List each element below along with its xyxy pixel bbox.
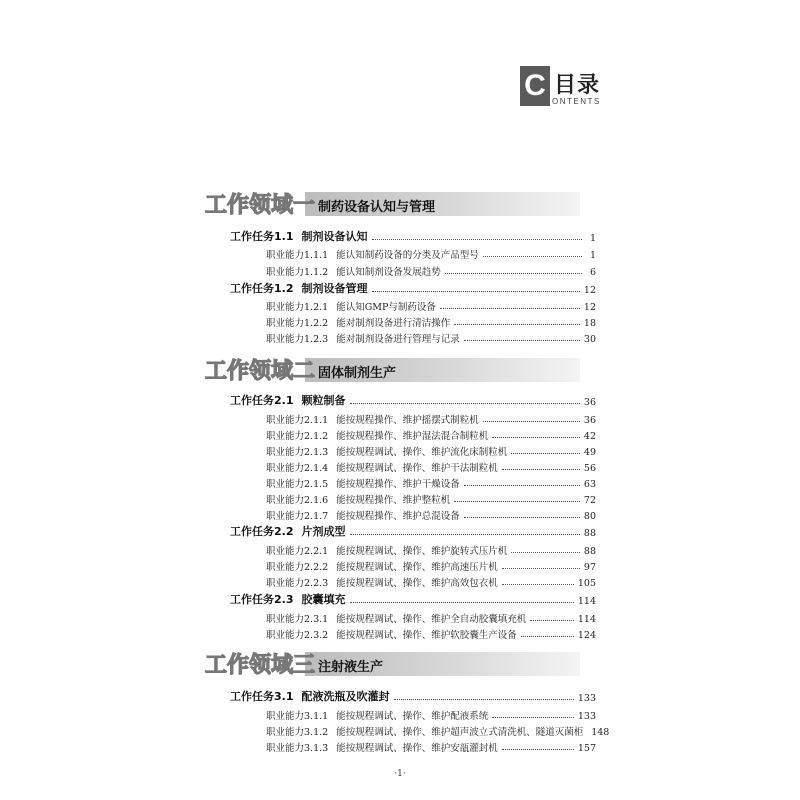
entry-title: 能对制剂设备进行清洁操作	[336, 318, 451, 329]
entry-title: 制剂设备管理	[301, 282, 368, 295]
entry-page: 114	[577, 614, 596, 625]
entry-code: 工作任务2.2	[230, 525, 294, 538]
toc-task-row[interactable]	[230, 392, 596, 408]
leader-dots	[502, 568, 580, 569]
entry-title: 能认知制剂设备发展趋势	[336, 267, 441, 278]
leader-dots	[445, 273, 582, 274]
leader-dots	[511, 453, 580, 454]
domain-name: 工作领域一	[205, 193, 316, 218]
leader-dots	[464, 485, 580, 486]
entry-page: 148	[591, 727, 610, 738]
entry-code: 职业能力3.1.1	[266, 711, 329, 722]
entry-page: 36	[583, 397, 596, 408]
entry-title: 能认知制药设备的分类及产品型号	[336, 250, 479, 261]
leader-dots	[530, 620, 574, 621]
page-number: ·1·	[394, 769, 406, 779]
entry-code: 职业能力2.1.1	[266, 415, 329, 426]
entry-title: 配液洗瓶及吹灌封	[301, 690, 390, 703]
entry-page: 36	[583, 415, 596, 426]
entry-page: 88	[583, 546, 596, 557]
toc-ability-row[interactable]	[266, 458, 596, 474]
entry-title: 能按规程操作、维护湿法混合制粒机	[336, 431, 489, 442]
entry-code: 职业能力2.1.2	[266, 431, 329, 442]
entry-page: 157	[577, 743, 596, 754]
domain-title: 注射液生产	[318, 660, 384, 675]
toc-ability-row[interactable]	[266, 329, 596, 345]
entry-title: 能按规程调试、操作、维护超声波立式清洗机、隧道灭菌柜	[336, 727, 584, 738]
entry-title: 能按规程调试、操作、维护高效包衣机	[336, 578, 498, 589]
entry-code: 职业能力2.2.3	[266, 578, 329, 589]
entry-page: 80	[583, 511, 596, 522]
toc-ability-row[interactable]	[266, 410, 596, 426]
toc-ability-row[interactable]	[266, 557, 596, 573]
entry-code: 职业能力2.1.6	[266, 495, 329, 506]
entry-page: 72	[583, 495, 596, 506]
entry-page: 42	[583, 431, 596, 442]
contents-title: 目录	[554, 73, 601, 98]
entry-code: 职业能力2.2.1	[266, 546, 329, 557]
entry-code: 工作任务1.1	[230, 230, 294, 243]
entry-code: 职业能力3.1.3	[266, 743, 329, 754]
toc-ability-row[interactable]	[266, 573, 596, 589]
entry-page: 6	[589, 267, 596, 278]
contents-subtitle: ONTENTS	[552, 97, 601, 106]
leader-dots	[483, 256, 582, 257]
entry-title: 胶囊填充	[301, 593, 346, 606]
entry-title: 能按规程操作、维护总混设备	[336, 511, 460, 522]
toc-ability-row[interactable]	[266, 442, 596, 458]
leader-dots	[464, 517, 580, 518]
domain-title: 制药设备认知与管理	[318, 200, 436, 215]
entry-page: 1	[589, 233, 596, 244]
entry-code: 职业能力2.1.3	[266, 447, 329, 458]
entry-title: 能按规程调试、操作、维护高速压片机	[336, 562, 498, 573]
leader-dots	[350, 534, 580, 535]
entry-code: 职业能力2.3.1	[266, 614, 329, 625]
domain-name: 工作领域二	[205, 359, 316, 384]
entry-code: 职业能力2.3.2	[266, 630, 329, 641]
leader-dots	[483, 421, 580, 422]
entry-title: 能按规程调试、操作、维护旋转式压片机	[336, 546, 508, 557]
leader-dots	[502, 469, 580, 470]
entry-title: 颗粒制备	[301, 394, 346, 407]
entry-code: 职业能力2.1.4	[266, 463, 329, 474]
toc-task-row[interactable]	[230, 228, 596, 244]
toc-task-row[interactable]	[230, 591, 596, 607]
entry-title: 能认知GMP与制药设备	[336, 302, 436, 313]
toc-ability-row[interactable]	[266, 738, 596, 754]
entry-title: 能按规程调试、操作、维护安瓿灌封机	[336, 743, 498, 754]
entry-title: 能按规程调试、操作、维护干法制粒机	[336, 463, 498, 474]
entry-code: 职业能力1.2.2	[266, 318, 329, 329]
leader-dots	[511, 552, 580, 553]
domain-header-1	[205, 190, 580, 218]
leader-dots	[492, 717, 574, 718]
entry-page: 18	[583, 318, 596, 329]
entry-page: 97	[583, 562, 596, 573]
entry-page: 88	[583, 528, 596, 539]
toc-ability-row[interactable]	[266, 297, 596, 313]
leader-dots	[372, 239, 583, 240]
entry-title: 片剂成型	[301, 525, 346, 538]
leader-dots	[454, 324, 580, 325]
entry-page: 133	[577, 693, 596, 704]
leader-dots	[464, 340, 580, 341]
leader-dots	[492, 437, 580, 438]
toc-ability-row[interactable]	[266, 722, 610, 738]
entry-page: 56	[583, 463, 596, 474]
leader-dots	[350, 403, 580, 404]
entry-code: 职业能力2.1.7	[266, 511, 329, 522]
leader-dots	[394, 699, 574, 700]
toc-ability-row[interactable]	[266, 474, 596, 490]
entry-code: 职业能力1.2.1	[266, 302, 329, 313]
leader-dots	[502, 584, 574, 585]
entry-code: 工作任务3.1	[230, 690, 294, 703]
toc-ability-row[interactable]	[266, 490, 596, 506]
entry-title: 能按规程调试、操作、维护流化床制粒机	[336, 447, 508, 458]
toc-task-row[interactable]	[230, 280, 596, 296]
entry-code: 职业能力2.1.5	[266, 479, 329, 490]
entry-code: 职业能力1.2.3	[266, 334, 329, 345]
toc-ability-row[interactable]	[266, 506, 596, 522]
toc-task-row[interactable]	[230, 523, 596, 539]
entry-title: 能对制剂设备进行管理与记录	[336, 334, 460, 345]
entry-code: 工作任务1.2	[230, 282, 294, 295]
entry-title: 能按规程调试、操作、维护软胶囊生产设备	[336, 630, 517, 641]
toc-ability-row[interactable]	[266, 625, 596, 641]
domain-header-3	[205, 650, 580, 678]
entry-code: 工作任务2.1	[230, 394, 294, 407]
entry-title: 能按规程调试、操作、维护全自动胶囊填充机	[336, 614, 527, 625]
toc-ability-row[interactable]	[266, 262, 596, 278]
entry-page: 133	[577, 711, 596, 722]
entry-code: 工作任务2.3	[230, 593, 294, 606]
contents-c-logo: C	[520, 66, 550, 106]
entry-page: 49	[583, 447, 596, 458]
toc-ability-row[interactable]	[266, 609, 596, 625]
entry-title: 能按规程调试、操作、维护配液系统	[336, 711, 489, 722]
entry-title: 能按规程操作、维护摇摆式制粒机	[336, 415, 479, 426]
entry-code: 职业能力2.2.2	[266, 562, 329, 573]
toc-ability-row[interactable]	[266, 541, 596, 557]
domain-header-2	[205, 356, 580, 384]
leader-dots	[440, 308, 580, 309]
toc-ability-row[interactable]	[266, 245, 596, 261]
toc-ability-row[interactable]	[266, 313, 596, 329]
leader-dots	[372, 291, 580, 292]
toc-task-row[interactable]	[230, 688, 596, 704]
contents-header	[520, 66, 610, 116]
toc-ability-row[interactable]	[266, 706, 596, 722]
entry-page: 114	[577, 596, 596, 607]
entry-page: 12	[583, 285, 596, 296]
entry-title: 能按规程操作、维护干燥设备	[336, 479, 460, 490]
entry-code: 职业能力3.1.2	[266, 727, 329, 738]
domain-name: 工作领域三	[205, 653, 316, 678]
entry-page: 30	[583, 334, 596, 345]
entry-page: 63	[583, 479, 596, 490]
entry-page: 124	[577, 630, 596, 641]
entry-title: 能按规程操作、维护整粒机	[336, 495, 451, 506]
leader-dots	[454, 501, 580, 502]
entry-page: 12	[583, 302, 596, 313]
entry-page: 1	[589, 250, 596, 261]
leader-dots	[350, 602, 574, 603]
domain-title: 固体制剂生产	[318, 366, 397, 381]
entry-code: 职业能力1.1.2	[266, 267, 329, 278]
leader-dots	[502, 749, 574, 750]
entry-title: 制剂设备认知	[301, 230, 368, 243]
entry-code: 职业能力1.1.1	[266, 250, 329, 261]
leader-dots	[521, 636, 574, 637]
toc-ability-row[interactable]	[266, 426, 596, 442]
entry-page: 105	[577, 578, 596, 589]
